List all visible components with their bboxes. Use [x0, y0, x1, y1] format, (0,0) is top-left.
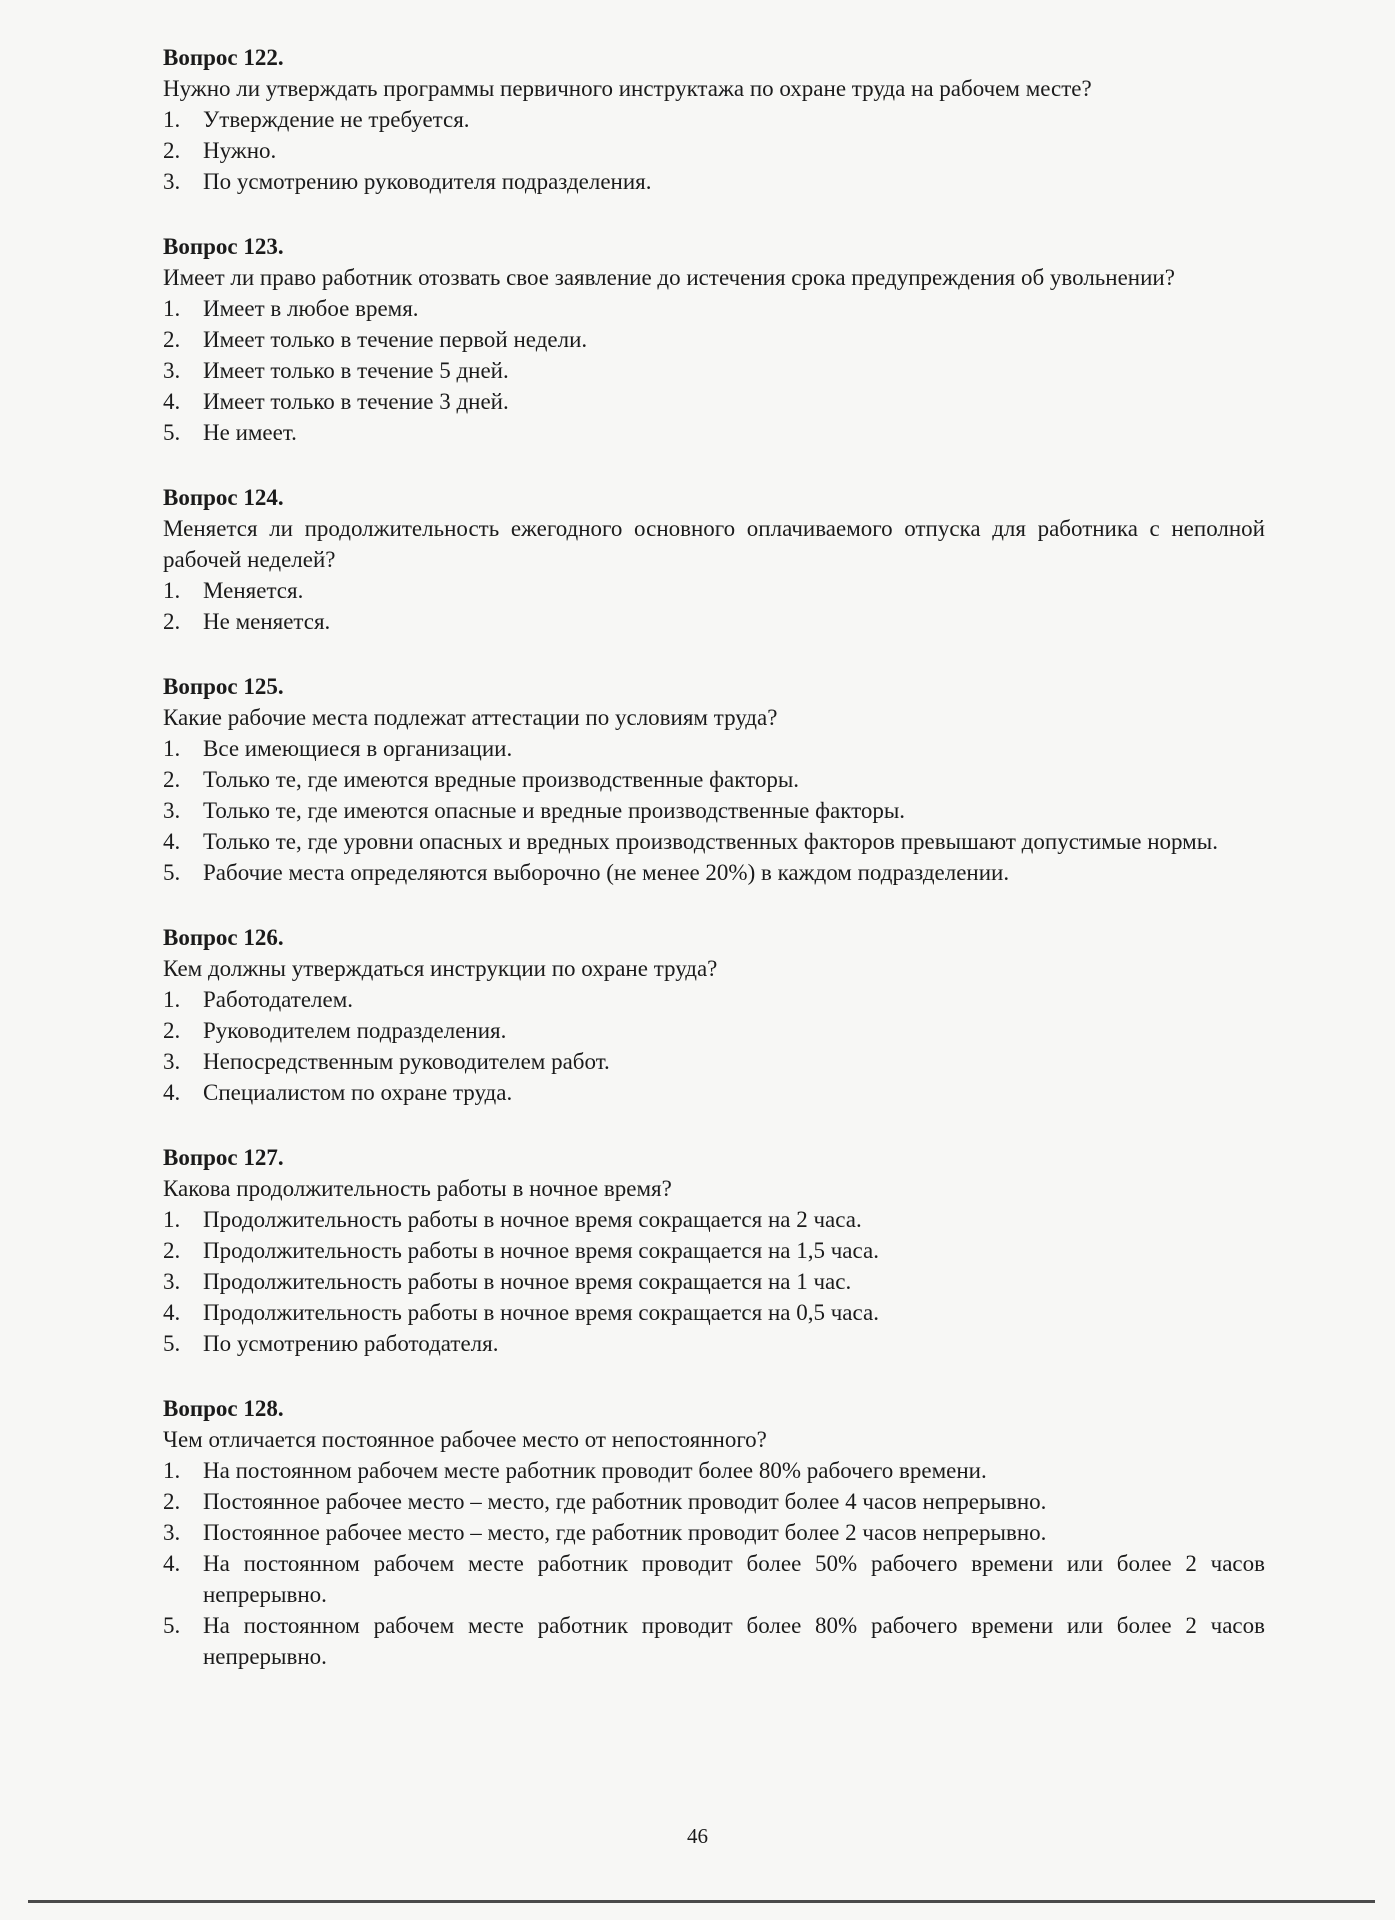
questions-list: [163, 42, 1265, 1706]
answer-text: Постоянное рабочее место – место, где работник проводит более 2 часов непрерывно.: [203, 1520, 1047, 1545]
answer-text: Непосредственным руководителем работ.: [203, 1049, 610, 1074]
answer-number: 3.: [163, 358, 181, 383]
question-text: Чем отличается постоянное рабочее место от непостоянного?: [163, 1427, 767, 1452]
answer-option: [163, 764, 1265, 795]
answer-option: [163, 104, 1265, 135]
answer-number: 2.: [163, 1489, 181, 1514]
answer-number: 1.: [163, 1207, 181, 1232]
answer-text: Постоянное рабочее место – место, где работник проводит более 4 часов непрерывно.: [203, 1489, 1047, 1514]
answer-option: [163, 1046, 1265, 1077]
answer-number: 4.: [163, 389, 181, 414]
answer-text: Продолжительность работы в ночное время сокращается на 2 часа.: [203, 1207, 862, 1232]
answer-text: Рабочие места определяются выборочно (не менее 20%) в каждом подразделении.: [203, 860, 1010, 885]
page-number: 46: [687, 1824, 708, 1848]
answer-text: Специалистом по охране труда.: [203, 1080, 513, 1105]
answer-text: Руководителем подразделения.: [203, 1018, 507, 1043]
answer-text: Продолжительность работы в ночное время сокращается на 0,5 часа.: [203, 1300, 879, 1325]
answer-number: 2.: [163, 767, 181, 792]
answer-text: Нужно.: [203, 138, 277, 163]
answer-text: Утверждение не требуется.: [203, 107, 470, 132]
answer-list: [163, 104, 1265, 197]
answer-text: Все имеющиеся в организации.: [203, 736, 513, 761]
answer-number: 4.: [163, 1300, 181, 1325]
answer-list: [163, 984, 1265, 1108]
answer-number: 4.: [163, 829, 181, 854]
answer-text: Меняется.: [203, 578, 304, 603]
answer-option: [163, 1517, 1265, 1548]
answer-option: [163, 1486, 1265, 1517]
answer-number: 2.: [163, 609, 181, 634]
answer-text: На постоянном рабочем месте работник проводит более 80% рабочего времени.: [203, 1458, 987, 1483]
answer-text: Работодателем.: [203, 987, 354, 1012]
question-block: [163, 482, 1265, 637]
scan-edge-line: [28, 1900, 1375, 1903]
answer-number: 3.: [163, 1049, 181, 1074]
answer-list: [163, 733, 1265, 888]
answer-option: [163, 1455, 1265, 1486]
question-block: [163, 42, 1265, 197]
question-title: Вопрос 123.: [163, 234, 284, 259]
question-text: Нужно ли утверждать программы первичного инструктажа по охране труда на рабочем месте?: [163, 76, 1092, 101]
answer-text: По усмотрению руководителя подразделения.: [203, 169, 652, 194]
question-block: [163, 1142, 1265, 1359]
answer-list: [163, 1204, 1265, 1359]
answer-text: Имеет только в течение 3 дней.: [203, 389, 509, 414]
answer-number: 2.: [163, 327, 181, 352]
answer-number: 5.: [163, 420, 181, 445]
answer-number: 3.: [163, 1520, 181, 1545]
answer-text: Только те, где уровни опасных и вредных производственных факторов превышают допустимые нормы.: [203, 829, 1218, 854]
answer-list: [163, 1455, 1265, 1672]
answer-option: [163, 826, 1265, 857]
answer-text: Только те, где имеются опасные и вредные производственные факторы.: [203, 798, 906, 823]
question-text: Какие рабочие места подлежат аттестации по условиям труда?: [163, 705, 778, 730]
answer-option: [163, 984, 1265, 1015]
answer-option: [163, 293, 1265, 324]
question-block: [163, 671, 1265, 888]
answer-option: [163, 1077, 1265, 1108]
answer-option: [163, 795, 1265, 826]
answer-text: Не меняется.: [203, 609, 331, 634]
question-block: [163, 231, 1265, 448]
question-text: Меняется ли продолжительность ежегодного основного оплачиваемого отпуска для работника с неполной рабочей неделей?: [163, 516, 1265, 572]
answer-number: 1.: [163, 296, 181, 321]
answer-text: Имеет только в течение первой недели.: [203, 327, 588, 352]
answer-number: 4.: [163, 1551, 181, 1576]
answer-number: 1.: [163, 1458, 181, 1483]
answer-option: [163, 135, 1265, 166]
question-title: Вопрос 126.: [163, 925, 284, 950]
answer-option: [163, 1204, 1265, 1235]
answer-text: Имеет только в течение 5 дней.: [203, 358, 509, 383]
question-block: [163, 1393, 1265, 1672]
answer-option: [163, 733, 1265, 764]
answer-number: 5.: [163, 1331, 181, 1356]
answer-number: 4.: [163, 1080, 181, 1105]
answer-number: 3.: [163, 169, 181, 194]
question-block: [163, 922, 1265, 1108]
answer-number: 1.: [163, 107, 181, 132]
answer-option: [163, 857, 1265, 888]
answer-option: [163, 1015, 1265, 1046]
question-text: Кем должны утверждаться инструкции по охране труда?: [163, 956, 718, 981]
answer-number: 3.: [163, 1269, 181, 1294]
answer-number: 1.: [163, 578, 181, 603]
answer-option: [163, 575, 1265, 606]
answer-text: Продолжительность работы в ночное время сокращается на 1,5 часа.: [203, 1238, 879, 1263]
answer-number: 5.: [163, 860, 181, 885]
answer-option: [163, 1610, 1265, 1672]
answer-option: [163, 386, 1265, 417]
answer-text: Только те, где имеются вредные производственные факторы.: [203, 767, 800, 792]
answer-option: [163, 1235, 1265, 1266]
answer-text: Продолжительность работы в ночное время сокращается на 1 час.: [203, 1269, 852, 1294]
answer-list: [163, 293, 1265, 448]
answer-number: 2.: [163, 1238, 181, 1263]
answer-text: Имеет в любое время.: [203, 296, 419, 321]
answer-list: [163, 575, 1265, 637]
answer-option: [163, 606, 1265, 637]
question-title: Вопрос 124.: [163, 485, 284, 510]
answer-number: 3.: [163, 798, 181, 823]
answer-text: Не имеет.: [203, 420, 297, 445]
answer-option: [163, 355, 1265, 386]
answer-number: 2.: [163, 138, 181, 163]
answer-option: [163, 1266, 1265, 1297]
question-text: Имеет ли право работник отозвать свое заявление до истечения срока предупреждения об увольнении?: [163, 265, 1175, 290]
answer-number: 2.: [163, 1018, 181, 1043]
question-text: Какова продолжительность работы в ночное время?: [163, 1176, 672, 1201]
answer-number: 1.: [163, 736, 181, 761]
answer-option: [163, 417, 1265, 448]
answer-option: [163, 1548, 1265, 1610]
answer-number: 1.: [163, 987, 181, 1012]
answer-number: 5.: [163, 1613, 181, 1638]
answer-text: На постоянном рабочем месте работник проводит более 80% рабочего времени или более 2 часов непрерывно.: [203, 1613, 1265, 1669]
answer-option: [163, 1297, 1265, 1328]
question-title: Вопрос 125.: [163, 674, 284, 699]
answer-option: [163, 166, 1265, 197]
answer-text: По усмотрению работодателя.: [203, 1331, 499, 1356]
answer-option: [163, 324, 1265, 355]
question-title: Вопрос 122.: [163, 45, 284, 70]
answer-text: На постоянном рабочем месте работник проводит более 50% рабочего времени или более 2 часов непрерывно.: [203, 1551, 1265, 1607]
question-title: Вопрос 128.: [163, 1396, 284, 1421]
question-title: Вопрос 127.: [163, 1145, 284, 1170]
answer-option: [163, 1328, 1265, 1359]
